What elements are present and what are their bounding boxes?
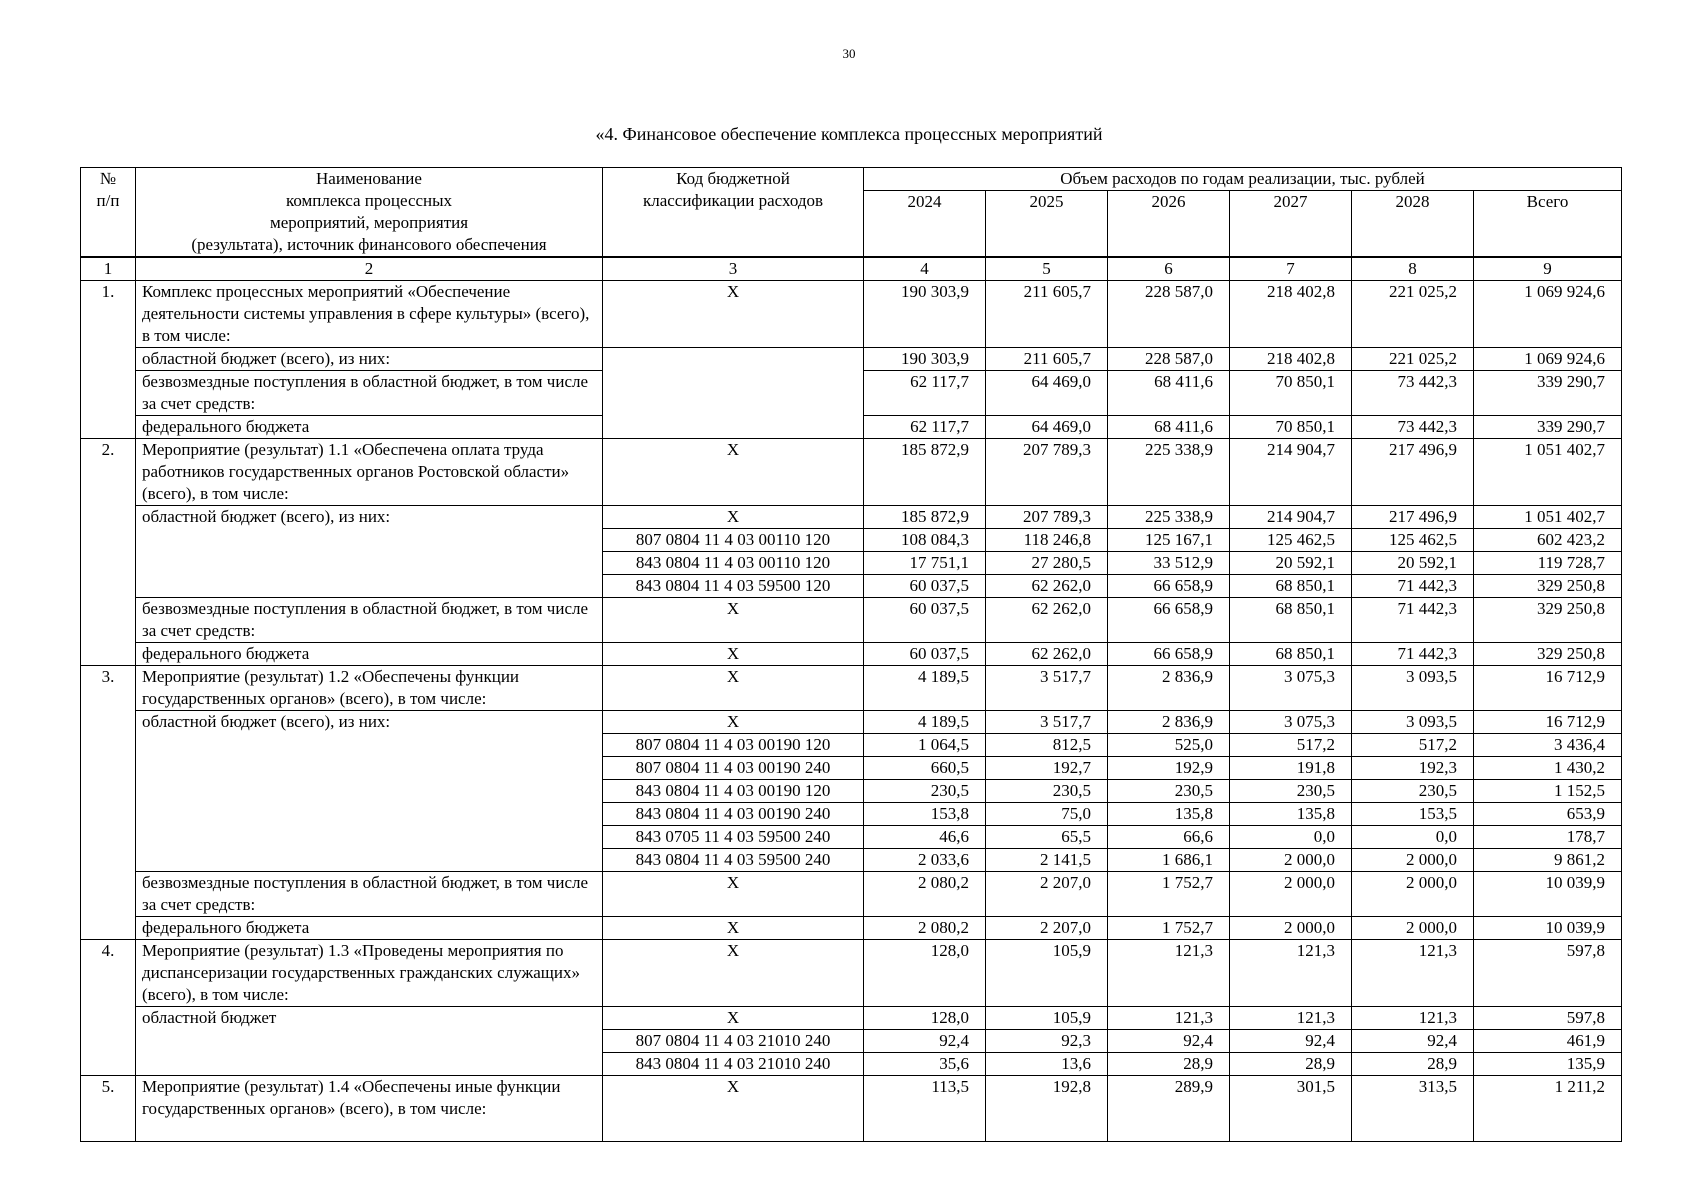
row-name: Мероприятие (результат) 1.1 «Обеспечена оплата труда работников государственных органов Ростовской области» (всего), в том числе:: [136, 439, 603, 506]
row-code: Х: [603, 439, 864, 506]
row-value: 135,8: [1230, 803, 1352, 826]
row-value: 812,5: [986, 734, 1108, 757]
header-volume: Объем расходов по годам реализации, тыс. рублей: [864, 168, 1622, 191]
row-total: 178,7: [1474, 826, 1622, 849]
row-value: 3 075,3: [1230, 666, 1352, 711]
header-total: Всего: [1474, 191, 1622, 257]
row-value: 218 402,8: [1230, 281, 1352, 348]
row-value: 121,3: [1230, 1007, 1352, 1030]
row-value: 68 411,6: [1108, 416, 1230, 439]
row-value: 4 189,5: [864, 711, 986, 734]
row-value: 60 037,5: [864, 598, 986, 643]
row-value: 121,3: [1352, 940, 1474, 1007]
column-number: 9: [1474, 257, 1622, 281]
row-name: безвозмездные поступления в областной бюджет, в том числе за счет средств:: [136, 598, 603, 643]
row-code: 843 0804 11 4 03 00190 240: [603, 803, 864, 826]
row-value: 313,5: [1352, 1076, 1474, 1142]
row-total: 597,8: [1474, 1007, 1622, 1030]
row-value: 3 093,5: [1352, 666, 1474, 711]
row-total: 597,8: [1474, 940, 1622, 1007]
row-value: 92,4: [864, 1030, 986, 1053]
row-index: 5.: [81, 1076, 136, 1142]
row-value: 3 075,3: [1230, 711, 1352, 734]
row-value: 2 207,0: [986, 872, 1108, 917]
row-value: 92,4: [1108, 1030, 1230, 1053]
row-value: 301,5: [1230, 1076, 1352, 1142]
row-value: 1 686,1: [1108, 849, 1230, 872]
row-value: 113,5: [864, 1076, 986, 1142]
row-value: 191,8: [1230, 757, 1352, 780]
table-row: [81, 506, 1622, 529]
row-code: Х: [603, 940, 864, 1007]
row-total: 653,9: [1474, 803, 1622, 826]
row-total: 329 250,8: [1474, 643, 1622, 666]
row-total: 135,9: [1474, 1053, 1622, 1076]
row-value: 185 872,9: [864, 506, 986, 529]
row-value: 68 850,1: [1230, 643, 1352, 666]
row-value: 214 904,7: [1230, 506, 1352, 529]
row-total: 1 069 924,6: [1474, 348, 1622, 371]
row-value: 192,7: [986, 757, 1108, 780]
row-value: 2 836,9: [1108, 711, 1230, 734]
row-value: 0,0: [1230, 826, 1352, 849]
row-value: 64 469,0: [986, 371, 1108, 416]
row-value: 230,5: [1230, 780, 1352, 803]
row-value: 125 462,5: [1352, 529, 1474, 552]
row-value: 68 411,6: [1108, 371, 1230, 416]
row-value: 128,0: [864, 1007, 986, 1030]
row-value: 230,5: [1352, 780, 1474, 803]
row-total: 461,9: [1474, 1030, 1622, 1053]
row-total: 1 152,5: [1474, 780, 1622, 803]
column-number: 2: [136, 257, 603, 281]
row-value: 46,6: [864, 826, 986, 849]
row-code: 807 0804 11 4 03 00190 240: [603, 757, 864, 780]
row-code: Х: [603, 598, 864, 643]
row-code: 807 0804 11 4 03 21010 240: [603, 1030, 864, 1053]
column-number: 7: [1230, 257, 1352, 281]
row-value: 230,5: [986, 780, 1108, 803]
table-row: [81, 917, 1622, 940]
row-value: 2 836,9: [1108, 666, 1230, 711]
section-title: «4. Финансовое обеспечение комплекса процессных мероприятий: [595, 124, 1103, 144]
row-name: Мероприятие (результат) 1.4 «Обеспечены иные функции государственных органов» (всего), в том числе:: [136, 1076, 603, 1142]
row-total: 339 290,7: [1474, 371, 1622, 416]
table-row: [81, 940, 1622, 1007]
row-value: 2 000,0: [1230, 872, 1352, 917]
page-number: 30: [842, 46, 856, 61]
row-value: 118 246,8: [986, 529, 1108, 552]
row-value: 2 000,0: [1230, 917, 1352, 940]
row-value: 92,4: [1352, 1030, 1474, 1053]
table-row: [81, 711, 1622, 734]
row-value: 35,6: [864, 1053, 986, 1076]
row-value: 20 592,1: [1352, 552, 1474, 575]
row-value: 190 303,9: [864, 348, 986, 371]
row-value: 121,3: [1230, 940, 1352, 1007]
row-value: 2 033,6: [864, 849, 986, 872]
row-name: областной бюджет (всего), из них:: [136, 711, 603, 872]
table-row: [81, 643, 1622, 666]
row-value: 71 442,3: [1352, 598, 1474, 643]
row-total: 10 039,9: [1474, 872, 1622, 917]
row-value: 192,8: [986, 1076, 1108, 1142]
row-code: Х: [603, 1076, 864, 1142]
row-value: 2 000,0: [1352, 849, 1474, 872]
row-name: областной бюджет (всего), из них:: [136, 348, 603, 371]
row-total: 1 069 924,6: [1474, 281, 1622, 348]
row-value: 228 587,0: [1108, 348, 1230, 371]
table-row: [81, 1007, 1622, 1030]
row-value: 289,9: [1108, 1076, 1230, 1142]
header-row: [81, 168, 1622, 191]
row-value: 225 338,9: [1108, 439, 1230, 506]
row-value: 71 442,3: [1352, 575, 1474, 598]
row-index: 4.: [81, 940, 136, 1076]
row-value: 33 512,9: [1108, 552, 1230, 575]
table-row: [81, 872, 1622, 917]
header-year: 2024: [864, 191, 986, 257]
financing-table: [80, 167, 1622, 1142]
row-name: областной бюджет: [136, 1007, 603, 1076]
row-value: 62 117,7: [864, 416, 986, 439]
row-value: 185 872,9: [864, 439, 986, 506]
row-name: Мероприятие (результат) 1.3 «Проведены мероприятия по диспансеризации государственных гражданских служащих» (всего), в том числе:: [136, 940, 603, 1007]
header-code: Код бюджетной классификации расходов: [603, 168, 864, 258]
column-number: 1: [81, 257, 136, 281]
column-number: 3: [603, 257, 864, 281]
row-value: 221 025,2: [1352, 281, 1474, 348]
column-number: 4: [864, 257, 986, 281]
row-total: 329 250,8: [1474, 598, 1622, 643]
row-value: 3 093,5: [1352, 711, 1474, 734]
row-value: 214 904,7: [1230, 439, 1352, 506]
row-value: 66 658,9: [1108, 643, 1230, 666]
column-numbers-row: [81, 257, 1622, 281]
row-value: 92,4: [1230, 1030, 1352, 1053]
table-row: [81, 281, 1622, 348]
row-total: 1 051 402,7: [1474, 439, 1622, 506]
row-code: [603, 348, 864, 439]
row-total: 16 712,9: [1474, 666, 1622, 711]
row-value: 121,3: [1108, 940, 1230, 1007]
row-index: 2.: [81, 439, 136, 666]
row-value: 64 469,0: [986, 416, 1108, 439]
row-name: областной бюджет (всего), из них:: [136, 506, 603, 598]
row-value: 217 496,9: [1352, 439, 1474, 506]
row-value: 2 080,2: [864, 917, 986, 940]
header-num: № п/п: [81, 168, 136, 258]
row-code: Х: [603, 711, 864, 734]
table-row: [81, 348, 1622, 371]
row-total: 602 423,2: [1474, 529, 1622, 552]
row-value: 153,5: [1352, 803, 1474, 826]
row-code: 807 0804 11 4 03 00110 120: [603, 529, 864, 552]
table-row: [81, 666, 1622, 711]
row-value: 66,6: [1108, 826, 1230, 849]
row-code: 843 0804 11 4 03 59500 120: [603, 575, 864, 598]
row-value: 218 402,8: [1230, 348, 1352, 371]
row-value: 73 442,3: [1352, 416, 1474, 439]
row-name: Комплекс процессных мероприятий «Обеспечение деятельности системы управления в сфере культуры» (всего), в том числе:: [136, 281, 603, 348]
row-name: безвозмездные поступления в областной бюджет, в том числе за счет средств:: [136, 872, 603, 917]
row-name: Мероприятие (результат) 1.2 «Обеспечены функции государственных органов» (всего), в том числе:: [136, 666, 603, 711]
row-value: 2 207,0: [986, 917, 1108, 940]
row-value: 207 789,3: [986, 439, 1108, 506]
table-row: [81, 1076, 1622, 1142]
row-value: 20 592,1: [1230, 552, 1352, 575]
row-value: 1 064,5: [864, 734, 986, 757]
row-value: 13,6: [986, 1053, 1108, 1076]
row-name: федерального бюджета: [136, 643, 603, 666]
row-value: 66 658,9: [1108, 575, 1230, 598]
column-number: 8: [1352, 257, 1474, 281]
row-value: 70 850,1: [1230, 416, 1352, 439]
table-row: [81, 439, 1622, 506]
row-total: 3 436,4: [1474, 734, 1622, 757]
header-year: 2026: [1108, 191, 1230, 257]
header-year: 2025: [986, 191, 1108, 257]
row-value: 1 752,7: [1108, 872, 1230, 917]
row-value: 27 280,5: [986, 552, 1108, 575]
row-total: 16 712,9: [1474, 711, 1622, 734]
row-value: 192,9: [1108, 757, 1230, 780]
row-name: безвозмездные поступления в областной бюджет, в том числе за счет средств:: [136, 371, 603, 416]
row-total: 1 051 402,7: [1474, 506, 1622, 529]
table-row: [81, 598, 1622, 643]
row-value: 525,0: [1108, 734, 1230, 757]
row-value: 105,9: [986, 940, 1108, 1007]
row-value: 68 850,1: [1230, 575, 1352, 598]
row-value: 70 850,1: [1230, 371, 1352, 416]
row-value: 17 751,1: [864, 552, 986, 575]
row-total: 9 861,2: [1474, 849, 1622, 872]
row-value: 71 442,3: [1352, 643, 1474, 666]
row-value: 65,5: [986, 826, 1108, 849]
row-value: 221 025,2: [1352, 348, 1474, 371]
row-value: 2 000,0: [1230, 849, 1352, 872]
row-value: 125 167,1: [1108, 529, 1230, 552]
row-value: 1 752,7: [1108, 917, 1230, 940]
row-value: 28,9: [1230, 1053, 1352, 1076]
row-value: 2 000,0: [1352, 917, 1474, 940]
row-total: 119 728,7: [1474, 552, 1622, 575]
row-value: 217 496,9: [1352, 506, 1474, 529]
row-code: Х: [603, 666, 864, 711]
row-value: 517,2: [1352, 734, 1474, 757]
row-code: Х: [603, 1007, 864, 1030]
row-value: 153,8: [864, 803, 986, 826]
row-value: 105,9: [986, 1007, 1108, 1030]
row-code: 843 0804 11 4 03 59500 240: [603, 849, 864, 872]
row-value: 3 517,7: [986, 711, 1108, 734]
column-number: 5: [986, 257, 1108, 281]
row-value: 230,5: [1108, 780, 1230, 803]
row-value: 121,3: [1108, 1007, 1230, 1030]
row-value: 28,9: [1352, 1053, 1474, 1076]
row-value: 4 189,5: [864, 666, 986, 711]
row-value: 28,9: [1108, 1053, 1230, 1076]
row-code: Х: [603, 281, 864, 348]
row-value: 62 262,0: [986, 598, 1108, 643]
row-value: 190 303,9: [864, 281, 986, 348]
row-value: 73 442,3: [1352, 371, 1474, 416]
row-value: 230,5: [864, 780, 986, 803]
row-value: 2 000,0: [1352, 872, 1474, 917]
header-year: 2027: [1230, 191, 1352, 257]
row-value: 128,0: [864, 940, 986, 1007]
row-value: 125 462,5: [1230, 529, 1352, 552]
row-total: 1 430,2: [1474, 757, 1622, 780]
row-value: 225 338,9: [1108, 506, 1230, 529]
row-value: 92,3: [986, 1030, 1108, 1053]
row-value: 121,3: [1352, 1007, 1474, 1030]
row-name: федерального бюджета: [136, 917, 603, 940]
row-value: 135,8: [1108, 803, 1230, 826]
row-value: 3 517,7: [986, 666, 1108, 711]
row-code: 843 0804 11 4 03 00190 120: [603, 780, 864, 803]
header-name: Наименование комплекса процессных мероприятий, мероприятия (результата), источник финансового обеспечения: [136, 168, 603, 258]
row-value: 62 262,0: [986, 575, 1108, 598]
row-value: 211 605,7: [986, 281, 1108, 348]
row-value: 60 037,5: [864, 575, 986, 598]
row-total: 329 250,8: [1474, 575, 1622, 598]
row-total: 10 039,9: [1474, 917, 1622, 940]
row-code: 843 0804 11 4 03 00110 120: [603, 552, 864, 575]
row-value: 108 084,3: [864, 529, 986, 552]
row-value: 211 605,7: [986, 348, 1108, 371]
row-name: федерального бюджета: [136, 416, 603, 439]
row-value: 228 587,0: [1108, 281, 1230, 348]
row-index: 3.: [81, 666, 136, 940]
row-code: 843 0705 11 4 03 59500 240: [603, 826, 864, 849]
row-code: Х: [603, 506, 864, 529]
row-total: 1 211,2: [1474, 1076, 1622, 1142]
row-code: Х: [603, 917, 864, 940]
column-number: 6: [1108, 257, 1230, 281]
row-index: 1.: [81, 281, 136, 439]
row-value: 2 141,5: [986, 849, 1108, 872]
row-value: 60 037,5: [864, 643, 986, 666]
row-value: 0,0: [1352, 826, 1474, 849]
row-value: 660,5: [864, 757, 986, 780]
header-year: 2028: [1352, 191, 1474, 257]
row-total: 339 290,7: [1474, 416, 1622, 439]
row-value: 66 658,9: [1108, 598, 1230, 643]
row-value: 62 117,7: [864, 371, 986, 416]
row-code: 807 0804 11 4 03 00190 120: [603, 734, 864, 757]
row-value: 2 080,2: [864, 872, 986, 917]
row-code: Х: [603, 643, 864, 666]
row-value: 192,3: [1352, 757, 1474, 780]
row-value: 68 850,1: [1230, 598, 1352, 643]
row-code: Х: [603, 872, 864, 917]
row-value: 207 789,3: [986, 506, 1108, 529]
row-value: 75,0: [986, 803, 1108, 826]
row-value: 62 262,0: [986, 643, 1108, 666]
row-value: 517,2: [1230, 734, 1352, 757]
row-code: 843 0804 11 4 03 21010 240: [603, 1053, 864, 1076]
